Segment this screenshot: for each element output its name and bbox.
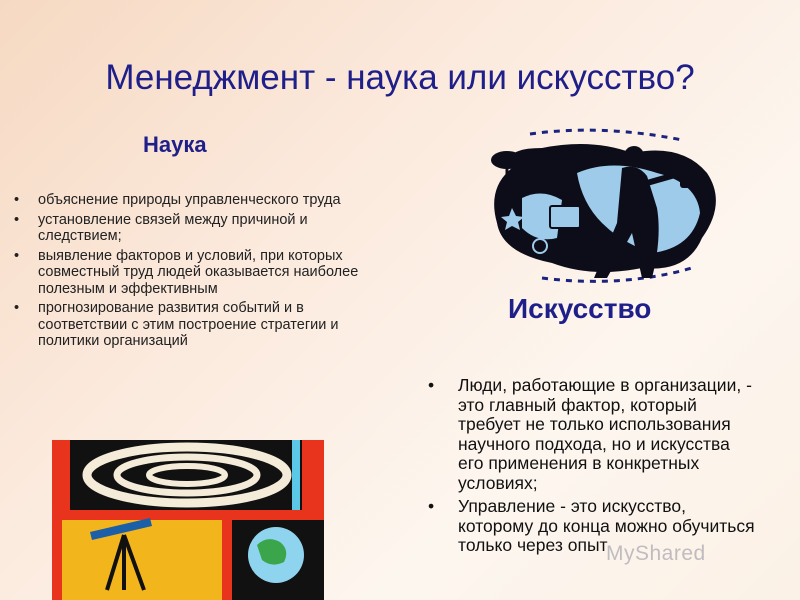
list-item-text: прогнозирование развития событий и в соответствии с этим построение стратегии и политики организаций — [38, 300, 339, 349]
bullet: • — [14, 211, 20, 228]
bullet: • — [14, 300, 20, 316]
list-item-text: Управление - это искусство, которому до конца можно обучиться только через опыт — [458, 496, 755, 555]
bullet: • — [14, 192, 20, 208]
list-item-text: Люди, работающие в организации, - это главный фактор, который требует не только использования научного подхода, но и искусства его применения в конкретных условиях; — [458, 375, 752, 493]
telescope-galaxy-clipart-icon — [52, 440, 324, 600]
art-heading: Искусство — [508, 293, 652, 324]
list-item — [14, 192, 359, 209]
list-item-text: объяснение природы управленческого труда — [38, 192, 341, 208]
list-item — [428, 497, 758, 556]
science-heading: Наука — [143, 132, 207, 157]
list-item — [428, 376, 758, 493]
bullet: • — [428, 496, 435, 516]
art-list — [428, 376, 758, 560]
list-item — [14, 300, 359, 350]
list-item-text: установление связей между причиной и следствием; — [38, 211, 308, 244]
bullet: • — [428, 375, 435, 395]
science-list — [14, 192, 359, 353]
businessman-clipart-icon — [482, 128, 722, 283]
list-item-text: выявление факторов и условий, при которых совместный труд людей оказывается наиболее полезным и эффективным — [38, 247, 359, 297]
bullet: • — [14, 247, 20, 264]
list-item — [14, 212, 359, 245]
watermark: MyShared — [606, 542, 706, 565]
slide-title: Менеджмент - наука или искусство? — [105, 58, 695, 97]
list-item — [14, 248, 359, 298]
